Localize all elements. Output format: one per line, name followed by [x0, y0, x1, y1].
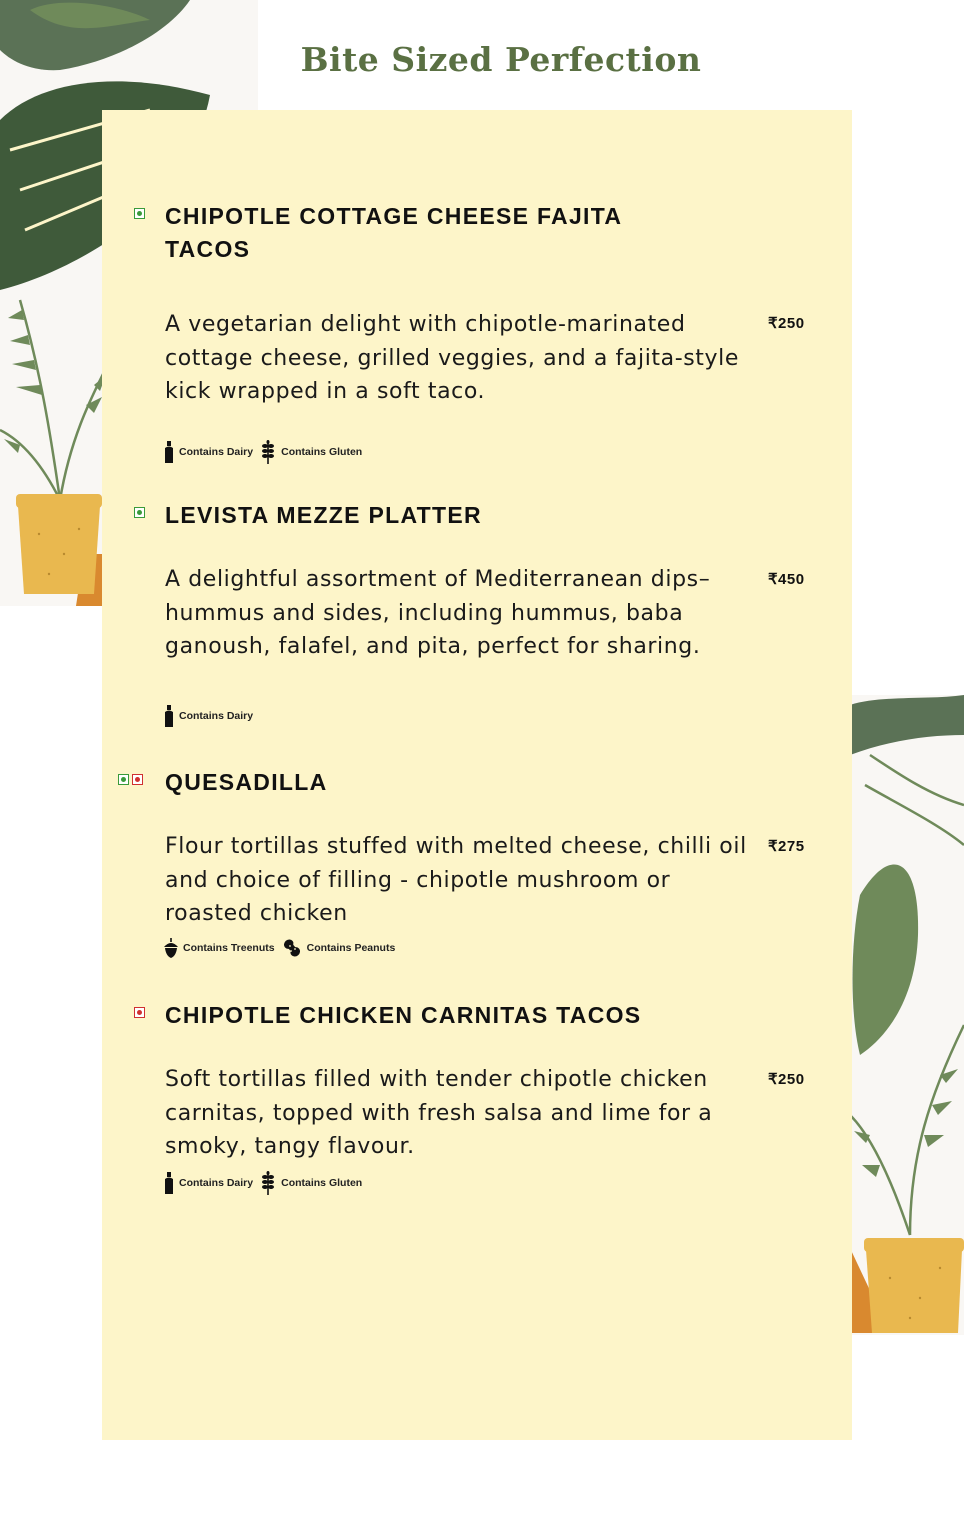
acorn-icon [164, 938, 178, 958]
bottle-icon [164, 705, 174, 727]
item-price: ₹250 [768, 1071, 805, 1088]
veg-mark-icon [134, 208, 145, 219]
item-description: Flour tortillas stuffed with melted cheese, chilli oil and choice of filling - chipotle mushroom or roasted chicken [165, 834, 747, 926]
allergen-label: Contains Dairy [179, 446, 254, 458]
diet-indicator [134, 1007, 145, 1018]
non-veg-mark-icon [134, 1007, 145, 1018]
allergen-list [164, 440, 362, 464]
item-description: A delightful assortment of Mediterranean dips–hummus and sides, including hummus, baba ganoush, falafel, and pita, perfect for sharing. [165, 567, 711, 659]
item-name: CHIPOTLE COTTAGE CHEESE FAJITA TACOS [165, 203, 622, 262]
menu-section-title: Bite Sized Perfection [300, 40, 702, 79]
item-price: ₹250 [768, 315, 805, 332]
diet-indicator [118, 774, 143, 785]
palm-plant-illustration [0, 280, 110, 510]
item-price: ₹275 [768, 838, 805, 855]
allergen-label: Contains Gluten [281, 1177, 363, 1189]
right-plant-illustration [850, 695, 964, 1255]
allergen-label: Contains Dairy [179, 1177, 254, 1189]
diet-indicator [134, 507, 145, 518]
peanut-icon [282, 938, 302, 958]
wheat-icon [260, 440, 276, 464]
allergen-list [164, 1171, 362, 1195]
allergen-label: Contains Dairy [179, 710, 254, 722]
allergen-tag [164, 705, 253, 727]
item-description: A vegetarian delight with chipotle-marinated cottage cheese, grilled veggies, and a fajita-style kick wrapped in a soft taco. [165, 312, 740, 404]
item-name: CHIPOTLE CHICKEN CARNITAS TACOS [165, 1002, 642, 1028]
item-price: ₹450 [768, 571, 805, 588]
item-description: Soft tortillas filled with tender chipotle chicken carnitas, topped with fresh salsa and lime for a smoky, tangy flavour. [165, 1067, 713, 1159]
allergen-tag [260, 1171, 362, 1195]
yellow-pot-right-illustration [850, 1238, 964, 1338]
diet-indicator [134, 208, 145, 219]
veg-mark-icon [118, 774, 129, 785]
allergen-tag [260, 440, 362, 464]
yellow-pot-left-illustration [14, 494, 104, 606]
wheat-icon [260, 1171, 276, 1195]
non-veg-mark-icon [132, 774, 143, 785]
allergen-label: Contains Treenuts [183, 942, 275, 954]
allergen-label: Contains Peanuts [306, 942, 396, 954]
menu-card [102, 110, 852, 1440]
veg-mark-icon [134, 507, 145, 518]
allergen-label: Contains Gluten [281, 446, 363, 458]
bottle-icon [164, 441, 174, 463]
allergen-list [164, 705, 253, 727]
allergen-list [164, 938, 395, 958]
item-name: QUESADILLA [165, 769, 328, 795]
allergen-tag [164, 441, 253, 463]
allergen-tag [164, 938, 275, 958]
allergen-tag [282, 938, 396, 958]
allergen-tag [164, 1172, 253, 1194]
bottle-icon [164, 1172, 174, 1194]
item-name: LEVISTA MEZZE PLATTER [165, 502, 482, 528]
